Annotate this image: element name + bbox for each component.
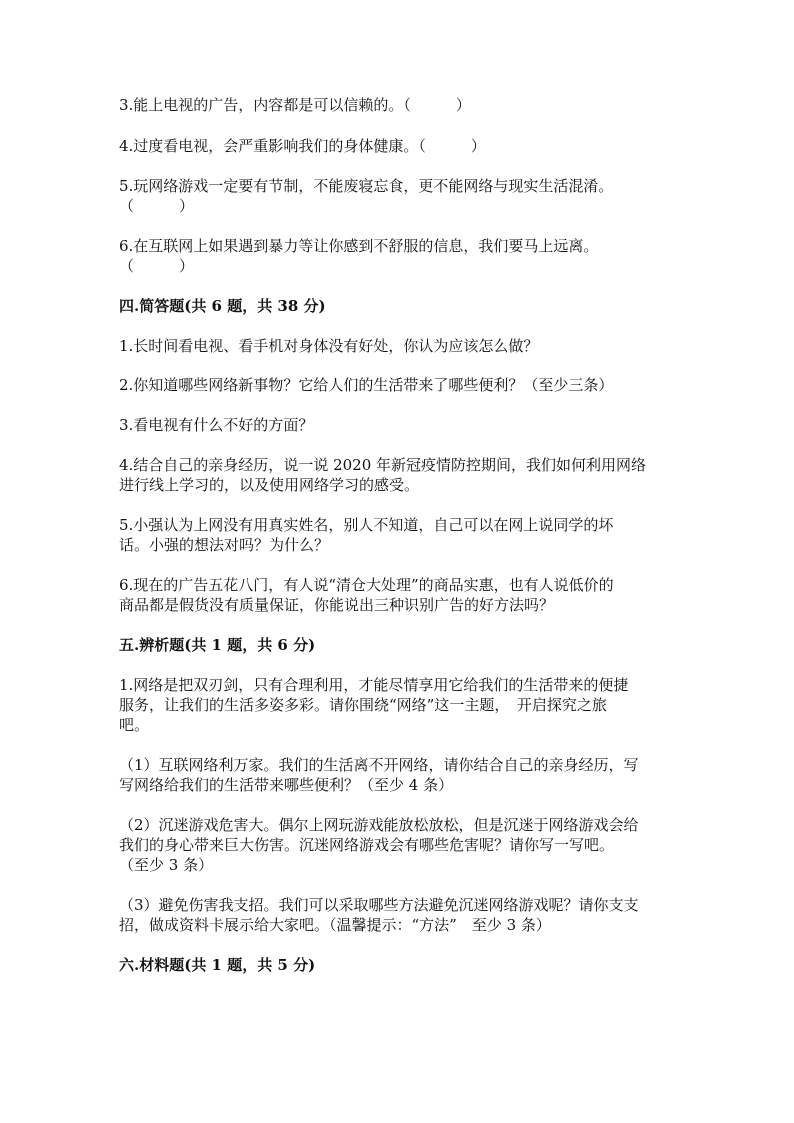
- short-answer-q6-line1: 6.现在的广告五花八门，有人说“清仓大处理”的商品实惠，也有人说低价的: [119, 576, 614, 594]
- judge-item-6-blank: （ ）: [119, 257, 195, 275]
- material-heading: 六.材料题(共 1 题，共 5 分): [119, 956, 316, 974]
- analysis-sub2-line3: （至少 3 条）: [119, 856, 214, 874]
- analysis-sub2-line2: 我们的身心带来巨大伤害。沉迷网络游戏会有哪些危害呢？请你写一写吧。: [119, 836, 615, 854]
- judge-item-3: 3.能上电视的广告，内容都是可以信赖的。（ ）: [119, 96, 471, 114]
- analysis-heading: 五.辨析题(共 1 题，共 6 分): [119, 636, 316, 654]
- judge-item-6: 6.在互联网上如果遇到暴力等让你感到不舒服的信息，我们要马上远离。: [119, 237, 599, 255]
- analysis-q1-line2: 服务，让我们的生活多姿多彩。请你围绕“网络”这一主题， 开启探究之旅: [119, 696, 607, 714]
- judge-item-5: 5.玩网络游戏一定要有节制，不能废寝忘食，更不能网络与现实生活混淆。: [119, 177, 614, 195]
- short-answer-q3: 3.看电视有什么不好的方面？: [119, 416, 314, 434]
- short-answer-q1: 1.长时间看电视、看手机对身体没有好处，你认为应该怎么做？: [119, 337, 539, 355]
- analysis-sub1-line1: （1）互联网络利万家。我们的生活离不开网络，请你结合自己的亲身经历，写: [119, 756, 639, 774]
- analysis-sub2-line1: （2）沉迷游戏危害大。偶尔上网玩游戏能放松放松，但是沉迷于网络游戏会给: [119, 816, 639, 834]
- judge-item-5-blank: （ ）: [119, 197, 195, 215]
- short-answer-q4-line1: 4.结合自己的亲身经历，说一说 2020 年新冠疫情防控期间，我们如何利用网络: [119, 456, 647, 474]
- judge-item-4: 4.过度看电视，会严重影响我们的身体健康。（ ）: [119, 137, 486, 155]
- short-answer-q6-line2: 商品都是假货没有质量保证，你能说出三种识别广告的好方法吗？: [119, 596, 555, 614]
- short-answer-q5-line2: 话。小强的想法对吗？为什么？: [119, 536, 330, 554]
- short-answer-q4-line2: 进行线上学习的，以及使用网络学习的感受。: [119, 476, 420, 494]
- analysis-sub3-line2: 招，做成资料卡展示给大家吧。（温馨提示：“方法” 至少 3 条）: [119, 916, 551, 934]
- short-answer-q5-line1: 5.小强认为上网没有用真实姓名，别人不知道，自己可以在网上说同学的坏: [119, 516, 614, 534]
- analysis-sub1-line2: 写网络给我们的生活带来哪些便利？（至少 4 条）: [119, 776, 454, 794]
- analysis-q1-line1: 1.网络是把双刃剑，只有合理利用，才能尽情享用它给我们的生活带来的便捷: [119, 676, 629, 694]
- short-answer-q2: 2.你知道哪些网络新事物？它给人们的生活带来了哪些便利？（至少三条）: [119, 376, 614, 394]
- analysis-sub3-line1: （3）避免伤害我支招。我们可以采取哪些方法避免沉迷网络游戏呢？请你支支: [119, 896, 639, 914]
- analysis-q1-line3: 吧。: [119, 716, 150, 734]
- short-answer-heading: 四.简答题(共 6 题，共 38 分): [119, 297, 326, 315]
